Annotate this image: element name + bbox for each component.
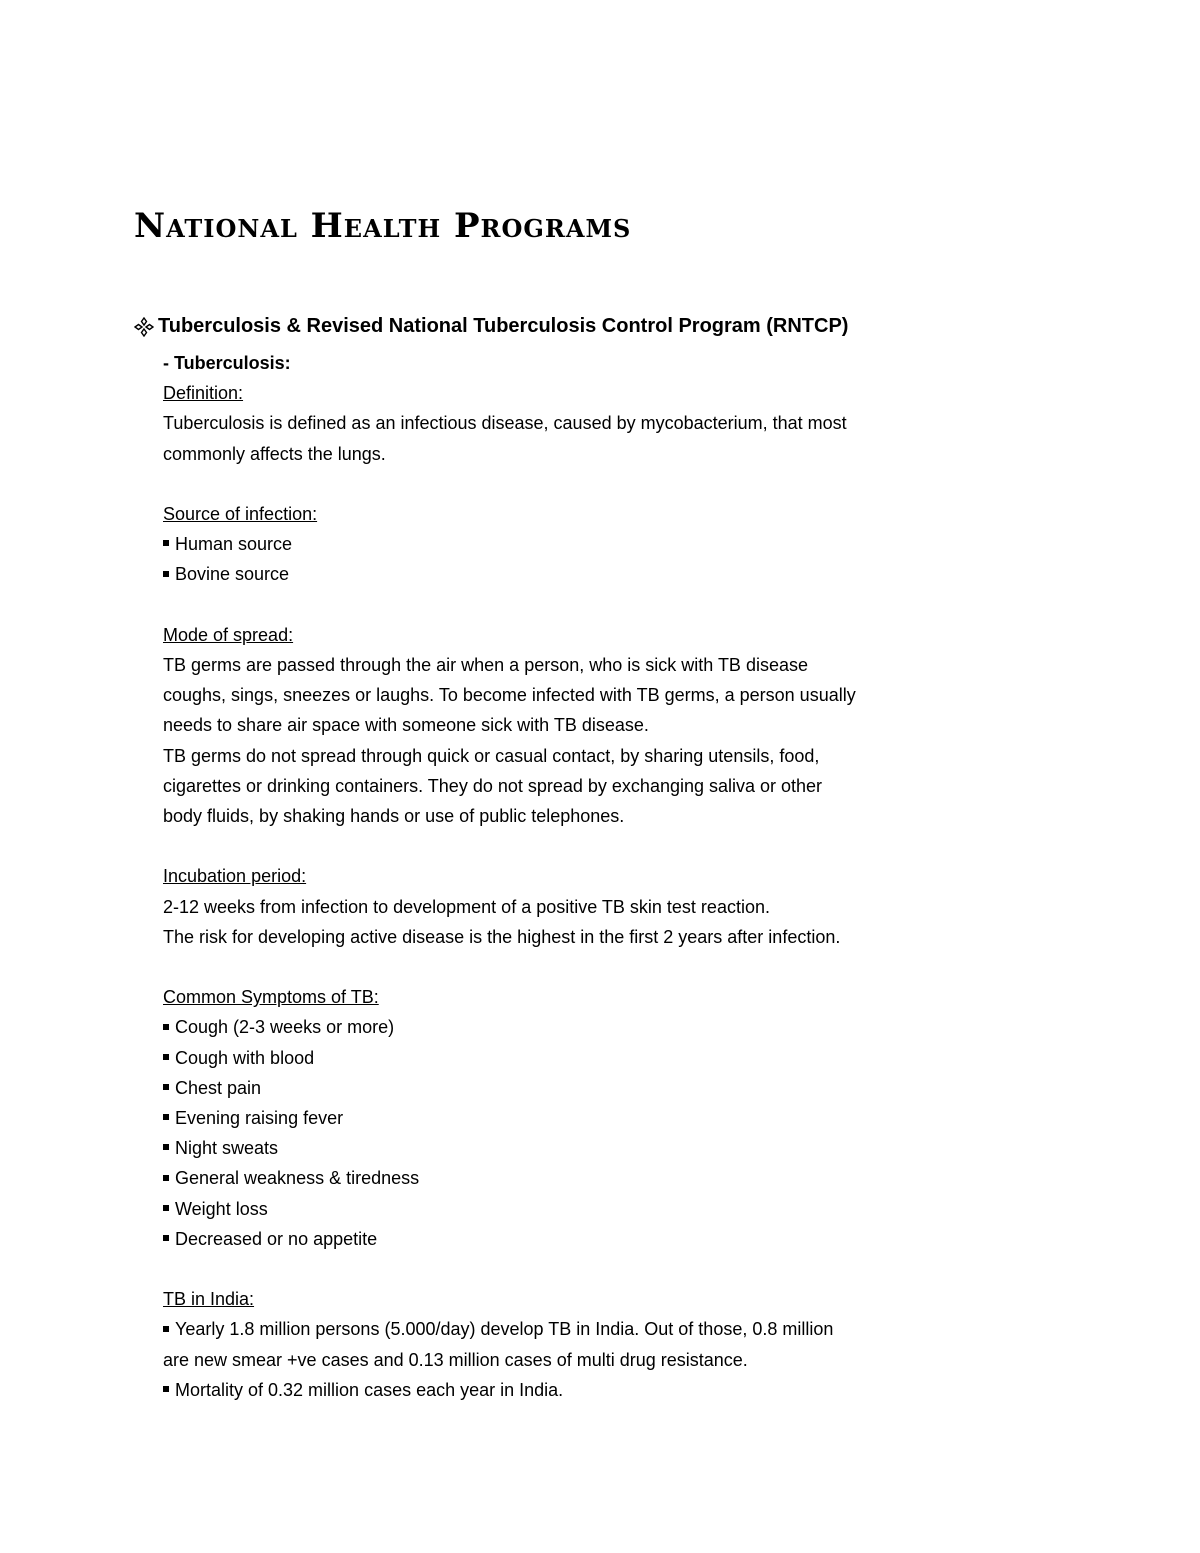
mode-label: Mode of spread: [163,624,294,645]
square-bullet-icon [163,1024,169,1030]
definition-line: commonly affects the lungs. [163,443,386,464]
square-bullet-icon [163,1326,169,1332]
list-item-continuation: are new smear +ve cases and 0.13 million cases of multi drug resistance. [163,1349,748,1370]
list-item: General weakness & tiredness [163,1163,983,1193]
definition-line: Tuberculosis is defined as an infectious disease, caused by mycobacterium, that most [163,413,847,434]
mode-line: coughs, sings, sneezes or laughs. To become infected with TB germs, a person usually [163,685,856,706]
square-bullet-icon [163,1054,169,1060]
square-bullet-icon [163,1114,169,1120]
square-bullet-icon [163,1235,169,1241]
square-bullet-icon [163,1175,169,1181]
section-heading [134,315,848,338]
mode-line: body fluids, by shaking hands or use of public telephones. [163,806,625,827]
document-body [163,348,983,1405]
mode-line: TB germs do not spread through quick or casual contact, by sharing utensils, food, [163,745,820,766]
four-diamond-bullet-icon [134,317,154,337]
square-bullet-icon [163,1084,169,1090]
square-bullet-icon [163,1386,169,1392]
list-item: Bovine source [163,559,983,589]
mode-line: TB germs are passed through the air when a person, who is sick with TB disease [163,655,808,675]
list-item: Cough (2-3 weeks or more) [163,1012,983,1042]
subheading: - Tuberculosis: [163,353,291,373]
square-bullet-icon [163,571,169,577]
mode-line: needs to share air space with someone sick with TB disease. [163,715,649,736]
incubation-line: The risk for developing active disease is the highest in the first 2 years after infection. [163,926,841,947]
square-bullet-icon [163,1144,169,1150]
incubation-label: Incubation period: [163,866,307,887]
incubation-line: 2-12 weeks from infection to development of a positive TB skin test reaction. [163,896,770,917]
square-bullet-icon [163,1205,169,1211]
list-item: Night sweats [163,1133,983,1163]
tb-india-label: TB in India: [163,1289,255,1310]
list-item: Cough with blood [163,1043,983,1073]
symptoms-label: Common Symptoms of TB: [163,987,379,1008]
list-item: Evening raising fever [163,1103,983,1133]
list-item: Chest pain [163,1073,983,1103]
page-title: National Health Programs [134,206,632,246]
source-label: Source of infection: [163,504,318,524]
list-item: Decreased or no appetite [163,1224,983,1254]
list-item: Mortality of 0.32 million cases each year in India. [163,1375,983,1405]
list-item: Weight loss [163,1194,983,1224]
section-heading-text: Tuberculosis & Revised National Tuberculosis Control Program (RNTCP) [158,315,849,337]
list-item: Human source [163,529,983,559]
list-item: Yearly 1.8 million persons (5.000/day) develop TB in India. Out of those, 0.8 million [163,1314,983,1344]
mode-line: cigarettes or drinking containers. They do not spread by exchanging saliva or other [163,775,823,796]
square-bullet-icon [163,540,169,546]
definition-label: Definition: [163,383,244,404]
